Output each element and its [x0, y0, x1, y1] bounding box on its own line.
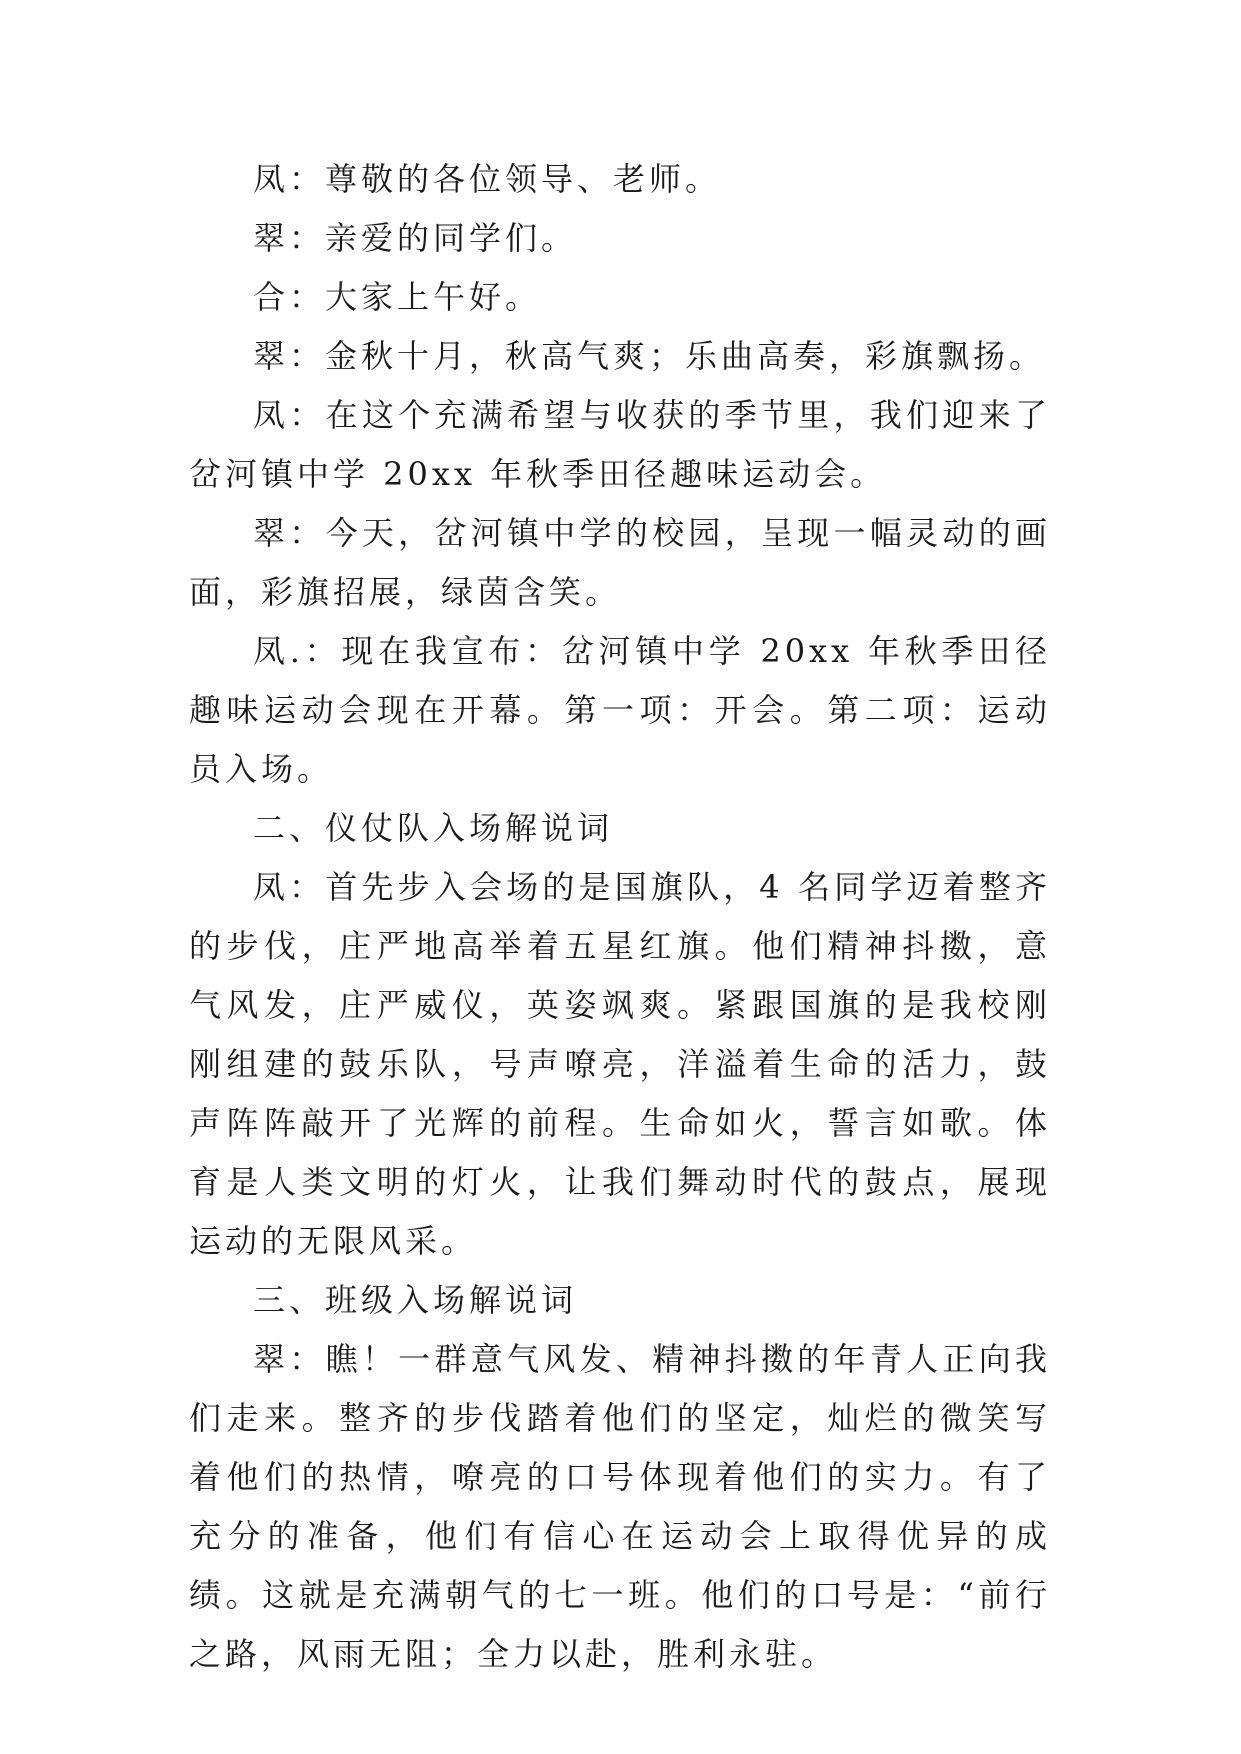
paragraph-greeting-leaders: 凤：尊敬的各位领导、老师。 [253, 160, 722, 198]
section-heading-honor-guard: 二、仪仗队入场解说词 [253, 809, 614, 847]
paragraph-class-one: 翠：瞧！一群意气风发、精神抖擞的年青人正向我们走来。整齐的步伐踏着他们的坚定，灿烂的微笑写着他们的热情，嘹亮的口号体现着他们的实力。有了充分的准备，他们有信心在运动会上取得优异的成绩。这就是充满朝气的七一班。他们的口号是：“前行之路，风雨无阻；全力以赴，胜利永驻。 [189, 1340, 1051, 1673]
paragraph-greeting-students: 翠：亲爱的同学们。 [253, 219, 578, 257]
paragraph-campus-scene: 翠：今天，岔河镇中学的校园，呈现一幅灵动的画面，彩旗招展，绿茵含笑。 [189, 514, 1051, 611]
paragraph-opening-declaration: 凤.：现在我宣布：岔河镇中学 20xx 年秋季田径趣味运动会现在开幕。第一项：开会。第二项：运动员入场。 [189, 632, 1051, 788]
paragraph-autumn: 翠：金秋十月，秋高气爽；乐曲高奏，彩旗飘扬。 [253, 337, 1046, 375]
paragraph-greeting-all: 合：大家上午好。 [253, 278, 542, 316]
paragraph-sports-meet-intro: 凤：在这个充满希望与收获的季节里，我们迎来了岔河镇中学 20xx 年秋季田径趣味运动会。 [189, 396, 1051, 493]
document-body [189, 150, 1051, 1684]
paragraph-flag-team: 凤：首先步入会场的是国旗队，4 名同学迈着整齐的步伐，庄严地高举着五星红旗。他们精神抖擞，意气风发，庄严威仪，英姿飒爽。紧跟国旗的是我校刚刚组建的鼓乐队，号声嘹亮，洋溢着生命的活力，鼓声阵阵敲开了光辉的前程。生命如火，誓言如歌。体育是人类文明的灯火，让我们舞动时代的鼓点，展现运动的无限风采。 [189, 868, 1051, 1260]
section-heading-class-entry: 三、班级入场解说词 [253, 1281, 578, 1319]
